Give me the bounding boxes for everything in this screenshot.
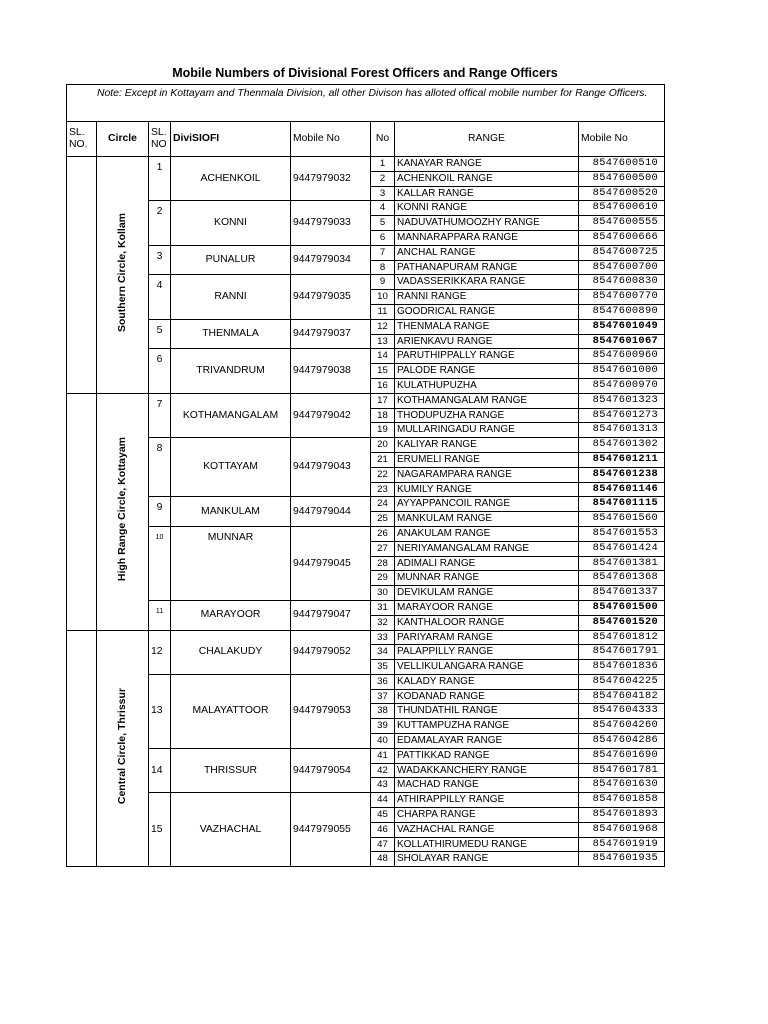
range-name-cell: PATTIKKAD RANGE	[395, 748, 579, 763]
range-name-cell: MACHAD RANGE	[395, 778, 579, 793]
range-no-cell: 23	[371, 482, 395, 497]
range-mobile-cell: 8547601302	[579, 438, 665, 453]
range-name-cell: PARIYARAM RANGE	[395, 630, 579, 645]
range-name-cell: CHARPA RANGE	[395, 808, 579, 823]
range-mobile-cell: 8547601049	[579, 319, 665, 334]
officers-table	[66, 84, 665, 867]
range-no-cell: 9	[371, 275, 395, 290]
range-no-cell: 34	[371, 645, 395, 660]
range-mobile-cell: 8547600725	[579, 245, 665, 260]
range-mobile-cell: 8547604225	[579, 674, 665, 689]
division-sl-cell: 3	[149, 245, 171, 275]
table-row	[67, 438, 665, 453]
division-name-cell: MANKULAM	[171, 497, 291, 527]
range-no-cell: 20	[371, 438, 395, 453]
range-mobile-cell: 8547601919	[579, 837, 665, 852]
division-mobile-cell: 9447979045	[291, 526, 371, 600]
range-name-cell: PARUTHIPPALLY RANGE	[395, 349, 579, 364]
circle-name: High Range Circle, Kottayam	[115, 437, 128, 582]
range-name-cell: WADAKKANCHERY RANGE	[395, 763, 579, 778]
header-division: DiviSIOFI	[171, 122, 291, 157]
range-no-cell: 38	[371, 704, 395, 719]
range-name-cell: GOODRICAL RANGE	[395, 304, 579, 319]
range-no-cell: 28	[371, 556, 395, 571]
range-name-cell: KOTHAMANGALAM RANGE	[395, 393, 579, 408]
range-mobile-cell: 8547601560	[579, 512, 665, 527]
division-mobile-cell: 9447979043	[291, 438, 371, 497]
range-name-cell: MARAYOOR RANGE	[395, 600, 579, 615]
range-mobile-cell: 8547601323	[579, 393, 665, 408]
range-name-cell: KANTHALOOR RANGE	[395, 615, 579, 630]
range-no-cell: 24	[371, 497, 395, 512]
division-mobile-cell: 9447979044	[291, 497, 371, 527]
header-div-mobile: Mobile No	[291, 122, 371, 157]
range-name-cell: AYYAPPANCOIL RANGE	[395, 497, 579, 512]
range-mobile-cell: 8547604286	[579, 734, 665, 749]
range-name-cell: MULLARINGADU RANGE	[395, 423, 579, 438]
division-mobile-cell: 9447979052	[291, 630, 371, 674]
range-no-cell: 15	[371, 364, 395, 379]
division-sl-cell: 4	[149, 275, 171, 319]
range-mobile-cell: 8547601500	[579, 600, 665, 615]
division-name-cell: THRISSUR	[171, 748, 291, 792]
division-sl-cell: 10	[149, 526, 171, 600]
range-name-cell: MUNNAR RANGE	[395, 571, 579, 586]
table-row	[67, 748, 665, 763]
division-mobile-cell: 9447979037	[291, 319, 371, 349]
range-no-cell: 2	[371, 171, 395, 186]
range-name-cell: ERUMELI RANGE	[395, 452, 579, 467]
division-name-cell: KOTTAYAM	[171, 438, 291, 497]
range-name-cell: DEVIKULAM RANGE	[395, 586, 579, 601]
range-no-cell: 26	[371, 526, 395, 541]
division-mobile-cell: 9447979035	[291, 275, 371, 319]
range-name-cell: KUTTAMPUZHA RANGE	[395, 719, 579, 734]
circle-name: Southern Circle, Kollam	[115, 212, 128, 332]
range-no-cell: 30	[371, 586, 395, 601]
range-no-cell: 5	[371, 216, 395, 231]
range-no-cell: 48	[371, 852, 395, 867]
range-mobile-cell: 8547601553	[579, 526, 665, 541]
range-no-cell: 8	[371, 260, 395, 275]
range-mobile-cell: 8547601337	[579, 586, 665, 601]
circle-cell	[97, 630, 149, 867]
range-mobile-cell: 8547601791	[579, 645, 665, 660]
range-no-cell: 42	[371, 763, 395, 778]
range-name-cell: NAGARAMPARA RANGE	[395, 467, 579, 482]
range-mobile-cell: 8547601067	[579, 334, 665, 349]
range-mobile-cell: 8547604260	[579, 719, 665, 734]
range-no-cell: 1	[371, 157, 395, 172]
range-name-cell: RANNI RANGE	[395, 290, 579, 305]
range-name-cell: MANKULAM RANGE	[395, 512, 579, 527]
division-name-cell: CHALAKUDY	[171, 630, 291, 674]
note-text: Note: Except in Kottayam and Thenmala Division, all other Divison has alloted offical mobile number for Range Officers.	[67, 85, 665, 122]
division-name-cell: VAZHACHAL	[171, 793, 291, 867]
range-name-cell: ANCHAL RANGE	[395, 245, 579, 260]
range-no-cell: 25	[371, 512, 395, 527]
circle-sl-cell	[67, 393, 97, 630]
range-no-cell: 16	[371, 378, 395, 393]
range-no-cell: 35	[371, 660, 395, 675]
range-mobile-cell: 8547601968	[579, 822, 665, 837]
table-row	[67, 319, 665, 334]
range-no-cell: 43	[371, 778, 395, 793]
range-mobile-cell: 8547600830	[579, 275, 665, 290]
range-name-cell: VAZHACHAL RANGE	[395, 822, 579, 837]
range-name-cell: EDAMALAYAR RANGE	[395, 734, 579, 749]
table-row	[67, 349, 665, 364]
range-mobile-cell: 8547601238	[579, 467, 665, 482]
range-name-cell: ARIENKAVU RANGE	[395, 334, 579, 349]
range-mobile-cell: 8547601690	[579, 748, 665, 763]
division-sl-cell: 8	[149, 438, 171, 497]
range-name-cell: KOLLATHIRUMEDU RANGE	[395, 837, 579, 852]
table-row	[67, 497, 665, 512]
division-mobile-cell: 9447979032	[291, 157, 371, 201]
division-mobile-cell: 9447979034	[291, 245, 371, 275]
range-mobile-cell: 8547601812	[579, 630, 665, 645]
range-no-cell: 3	[371, 186, 395, 201]
table-row	[67, 393, 665, 408]
range-name-cell: KALIYAR RANGE	[395, 438, 579, 453]
division-sl-cell: 14	[149, 748, 171, 792]
range-mobile-cell: 8547601858	[579, 793, 665, 808]
range-mobile-cell: 8547601630	[579, 778, 665, 793]
range-mobile-cell: 8547601381	[579, 556, 665, 571]
table-row	[67, 630, 665, 645]
division-sl-cell: 15	[149, 793, 171, 867]
division-sl-cell: 1	[149, 157, 171, 201]
division-mobile-cell: 9447979033	[291, 201, 371, 245]
range-name-cell: VADASSERIKKARA RANGE	[395, 275, 579, 290]
range-no-cell: 17	[371, 393, 395, 408]
header-range: RANGE	[395, 122, 579, 157]
range-name-cell: PALAPPILLY RANGE	[395, 645, 579, 660]
table-row	[67, 245, 665, 260]
range-name-cell: PATHANAPURAM RANGE	[395, 260, 579, 275]
range-mobile-cell: 8547601146	[579, 482, 665, 497]
header-div-sl-no: SL. NO	[149, 122, 171, 157]
range-name-cell: KANAYAR RANGE	[395, 157, 579, 172]
range-name-cell: ATHIRAPPILLY RANGE	[395, 793, 579, 808]
range-no-cell: 13	[371, 334, 395, 349]
division-mobile-cell: 9447979042	[291, 393, 371, 437]
header-no: No	[371, 122, 395, 157]
division-mobile-cell: 9447979038	[291, 349, 371, 393]
range-mobile-cell: 8547601781	[579, 763, 665, 778]
division-name-cell: MUNNAR	[171, 526, 291, 600]
range-no-cell: 33	[371, 630, 395, 645]
division-sl-cell: 9	[149, 497, 171, 527]
range-mobile-cell: 8547600700	[579, 260, 665, 275]
range-mobile-cell: 8547601520	[579, 615, 665, 630]
range-name-cell: KALADY RANGE	[395, 674, 579, 689]
header-circle: Circle	[97, 122, 149, 157]
range-no-cell: 11	[371, 304, 395, 319]
division-sl-cell: 11	[149, 600, 171, 630]
division-mobile-cell: 9447979055	[291, 793, 371, 867]
range-no-cell: 47	[371, 837, 395, 852]
range-name-cell: VELLIKULANGARA RANGE	[395, 660, 579, 675]
table-row	[67, 600, 665, 615]
header-row	[67, 122, 665, 157]
range-mobile-cell: 8547600770	[579, 290, 665, 305]
page-title: Mobile Numbers of Divisional Forest Officers and Range Officers	[172, 66, 558, 80]
division-sl-cell: 5	[149, 319, 171, 349]
division-sl-cell: 12	[149, 630, 171, 674]
range-mobile-cell: 8547601368	[579, 571, 665, 586]
range-no-cell: 39	[371, 719, 395, 734]
division-name-cell: MALAYATTOOR	[171, 674, 291, 748]
division-name-cell: KOTHAMANGALAM	[171, 393, 291, 437]
range-no-cell: 14	[371, 349, 395, 364]
range-no-cell: 4	[371, 201, 395, 216]
range-mobile-cell: 8547604182	[579, 689, 665, 704]
range-no-cell: 32	[371, 615, 395, 630]
range-mobile-cell: 8547601424	[579, 541, 665, 556]
range-name-cell: MANNARAPPARA RANGE	[395, 230, 579, 245]
circle-sl-cell	[67, 157, 97, 394]
header-range-mobile: Mobile No	[579, 122, 665, 157]
range-no-cell: 22	[371, 467, 395, 482]
range-name-cell: NADUVATHUMOOZHY RANGE	[395, 216, 579, 231]
table-row	[67, 275, 665, 290]
range-mobile-cell: 8547600510	[579, 157, 665, 172]
range-mobile-cell: 8547601836	[579, 660, 665, 675]
range-name-cell: KALLAR RANGE	[395, 186, 579, 201]
range-no-cell: 21	[371, 452, 395, 467]
range-no-cell: 41	[371, 748, 395, 763]
table-row	[67, 526, 665, 541]
range-name-cell: PALODE RANGE	[395, 364, 579, 379]
range-name-cell: THODUPUZHA RANGE	[395, 408, 579, 423]
division-mobile-cell: 9447979053	[291, 674, 371, 748]
range-mobile-cell: 8547600520	[579, 186, 665, 201]
range-name-cell: ACHENKOIL RANGE	[395, 171, 579, 186]
range-name-cell: ADIMALI RANGE	[395, 556, 579, 571]
circle-sl-cell	[67, 630, 97, 867]
range-name-cell: NERIYAMANGALAM RANGE	[395, 541, 579, 556]
officers-table-frame	[66, 84, 664, 867]
range-no-cell: 27	[371, 541, 395, 556]
division-name-cell: KONNI	[171, 201, 291, 245]
range-no-cell: 45	[371, 808, 395, 823]
range-no-cell: 6	[371, 230, 395, 245]
range-mobile-cell: 8547601211	[579, 452, 665, 467]
note-row	[67, 85, 665, 122]
header-sl-no: SL. NO.	[67, 122, 97, 157]
range-mobile-cell: 8547601000	[579, 364, 665, 379]
division-name-cell: THENMALA	[171, 319, 291, 349]
range-no-cell: 36	[371, 674, 395, 689]
range-no-cell: 29	[371, 571, 395, 586]
table-row	[67, 201, 665, 216]
range-mobile-cell: 8547601313	[579, 423, 665, 438]
range-name-cell: KODANAD RANGE	[395, 689, 579, 704]
range-name-cell: KONNI RANGE	[395, 201, 579, 216]
range-mobile-cell: 8547601893	[579, 808, 665, 823]
division-name-cell: RANNI	[171, 275, 291, 319]
range-no-cell: 40	[371, 734, 395, 749]
range-mobile-cell: 8547600555	[579, 216, 665, 231]
circle-cell	[97, 393, 149, 630]
division-name-cell: PUNALUR	[171, 245, 291, 275]
range-mobile-cell: 8547601273	[579, 408, 665, 423]
range-no-cell: 18	[371, 408, 395, 423]
range-name-cell: THENMALA RANGE	[395, 319, 579, 334]
table-row	[67, 793, 665, 808]
division-sl-cell: 2	[149, 201, 171, 245]
range-no-cell: 31	[371, 600, 395, 615]
division-name-cell: TRIVANDRUM	[171, 349, 291, 393]
range-mobile-cell: 8547600500	[579, 171, 665, 186]
circle-cell	[97, 157, 149, 394]
table-row	[67, 157, 665, 172]
division-sl-cell: 7	[149, 393, 171, 437]
range-mobile-cell: 8547601935	[579, 852, 665, 867]
range-mobile-cell: 8547600666	[579, 230, 665, 245]
range-no-cell: 37	[371, 689, 395, 704]
range-no-cell: 10	[371, 290, 395, 305]
table-row	[67, 674, 665, 689]
division-name-cell: ACHENKOIL	[171, 157, 291, 201]
division-sl-cell: 6	[149, 349, 171, 393]
division-mobile-cell: 9447979054	[291, 748, 371, 792]
range-mobile-cell: 8547600890	[579, 304, 665, 319]
range-name-cell: KUMILY RANGE	[395, 482, 579, 497]
range-mobile-cell: 8547601115	[579, 497, 665, 512]
division-mobile-cell: 9447979047	[291, 600, 371, 630]
division-sl-cell: 13	[149, 674, 171, 748]
circle-name: Central Circle, Thrissur	[115, 687, 128, 805]
range-no-cell: 44	[371, 793, 395, 808]
range-mobile-cell: 8547600960	[579, 349, 665, 364]
range-mobile-cell: 8547604333	[579, 704, 665, 719]
range-mobile-cell: 8547600970	[579, 378, 665, 393]
range-no-cell: 46	[371, 822, 395, 837]
range-name-cell: SHOLAYAR RANGE	[395, 852, 579, 867]
range-no-cell: 12	[371, 319, 395, 334]
range-name-cell: THUNDATHIL RANGE	[395, 704, 579, 719]
range-name-cell: ANAKULAM RANGE	[395, 526, 579, 541]
range-no-cell: 7	[371, 245, 395, 260]
range-no-cell: 19	[371, 423, 395, 438]
division-name-cell: MARAYOOR	[171, 600, 291, 630]
range-name-cell: KULATHUPUZHA	[395, 378, 579, 393]
range-mobile-cell: 8547600610	[579, 201, 665, 216]
